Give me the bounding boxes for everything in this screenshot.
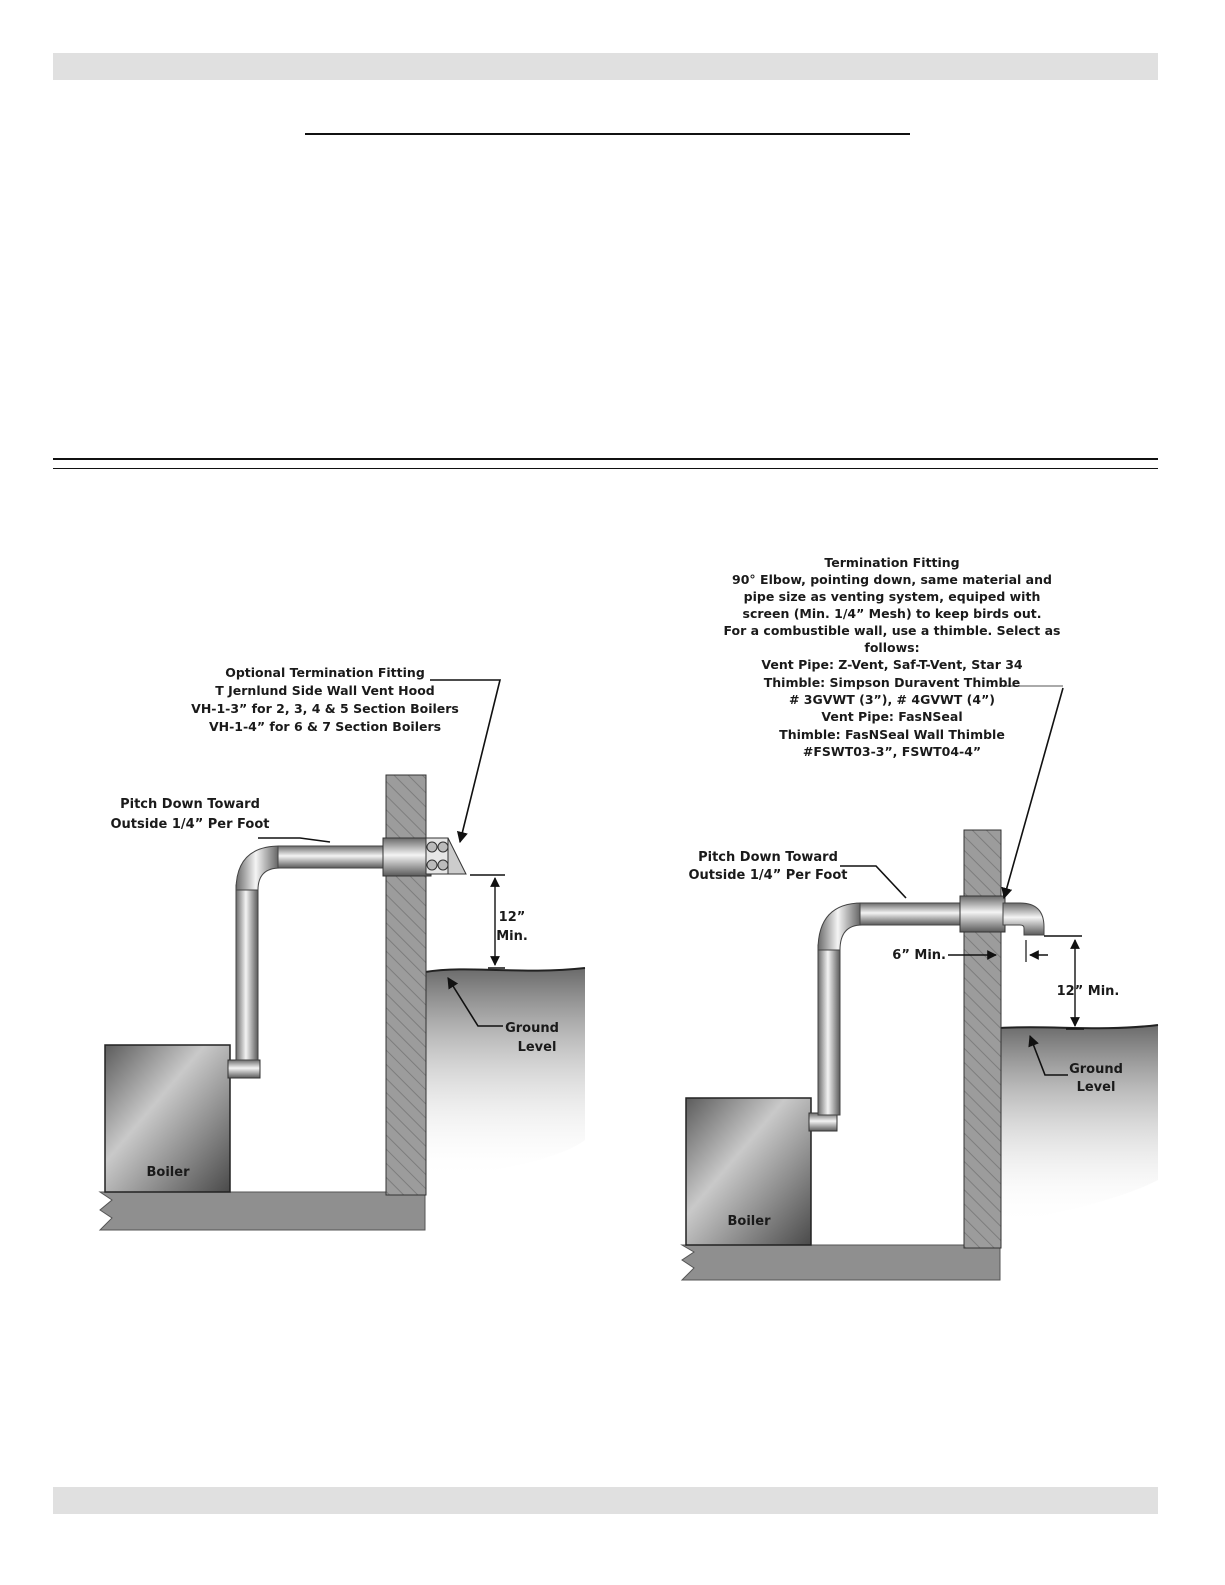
left-boiler-label: Boiler [146, 1165, 190, 1180]
right-callout-line: Vent Pipe: Z-Vent, Saf-T-Vent, Star 34 [761, 657, 1023, 672]
left-floor [100, 1192, 425, 1230]
left-callout-line: Optional Termination Fitting [225, 665, 425, 680]
left-elbow [236, 846, 280, 890]
right-callout-line: screen (Min. 1/4” Mesh) to keep birds out. [742, 606, 1042, 621]
right-pitch-label: Pitch Down Toward [698, 850, 838, 865]
right-callout-line: For a combustible wall, use a thimble. Select as [723, 623, 1061, 638]
left-thimble [383, 838, 431, 876]
left-callout-line: T Jernlund Side Wall Vent Hood [215, 683, 435, 698]
right-pitch-leader [840, 866, 906, 898]
left-pitch-leader [258, 838, 330, 842]
left-clearance-label: Min. [496, 929, 528, 944]
right-callout-line: # 3GVWT (3”), # 4GVWT (4”) [788, 692, 996, 707]
right-boiler-label: Boiler [727, 1214, 771, 1229]
left-clearance-label: 12” [498, 910, 526, 925]
left-ground-label: Ground [505, 1021, 559, 1036]
right-callout-line: 90° Elbow, pointing down, same material and [732, 572, 1052, 587]
right-callout-line: pipe size as venting system, equiped with [743, 589, 1041, 604]
left-vent-riser [236, 885, 258, 1060]
right-callout-leader [1004, 688, 1063, 898]
left-pitch-label: Pitch Down Toward [120, 797, 260, 812]
right-wall [964, 830, 1001, 1248]
right-wall-clearance-label: 6” Min. [892, 948, 946, 963]
right-termination-elbow [1003, 903, 1044, 935]
right-callout-line: Thimble: Simpson Duravent Thimble [763, 675, 1021, 690]
left-soil [425, 968, 585, 1180]
right-floor [682, 1245, 1000, 1280]
left-vent-horizontal [278, 846, 388, 868]
right-soil [1000, 1025, 1158, 1225]
right-callout-line: Vent Pipe: FasNSeal [821, 709, 963, 724]
right-flue-outlet [809, 1113, 837, 1131]
right-ground-label: Ground [1069, 1062, 1123, 1077]
right-callout-line: Thimble: FasNSeal Wall Thimble [779, 727, 1005, 742]
right-ground-label: Level [1076, 1080, 1116, 1095]
right-thimble [960, 896, 1005, 932]
right-callout-line: #FSWT03-3”, FSWT04-4” [802, 744, 982, 759]
right-vent-horizontal [860, 903, 965, 925]
right-callout-line: follows: [864, 640, 920, 655]
left-ground-label: Level [517, 1040, 557, 1055]
left-pitch-label: Outside 1/4” Per Foot [110, 817, 270, 832]
right-ground-line [1000, 1025, 1158, 1028]
right-callout-line: Termination Fitting [824, 555, 960, 570]
right-pitch-label: Outside 1/4” Per Foot [688, 868, 848, 883]
right-elbow [818, 903, 862, 950]
right-vent-riser [818, 945, 840, 1115]
left-callout-line: VH-1-4” for 6 & 7 Section Boilers [208, 719, 442, 734]
left-flue-outlet [228, 1060, 260, 1078]
right-clearance-label: 12” Min. [1056, 984, 1120, 999]
right-figure [682, 555, 1158, 1280]
footer-band [53, 1487, 1158, 1514]
left-callout-line: VH-1-3” for 2, 3, 4 & 5 Section Boilers [191, 701, 459, 716]
left-figure [100, 665, 585, 1230]
